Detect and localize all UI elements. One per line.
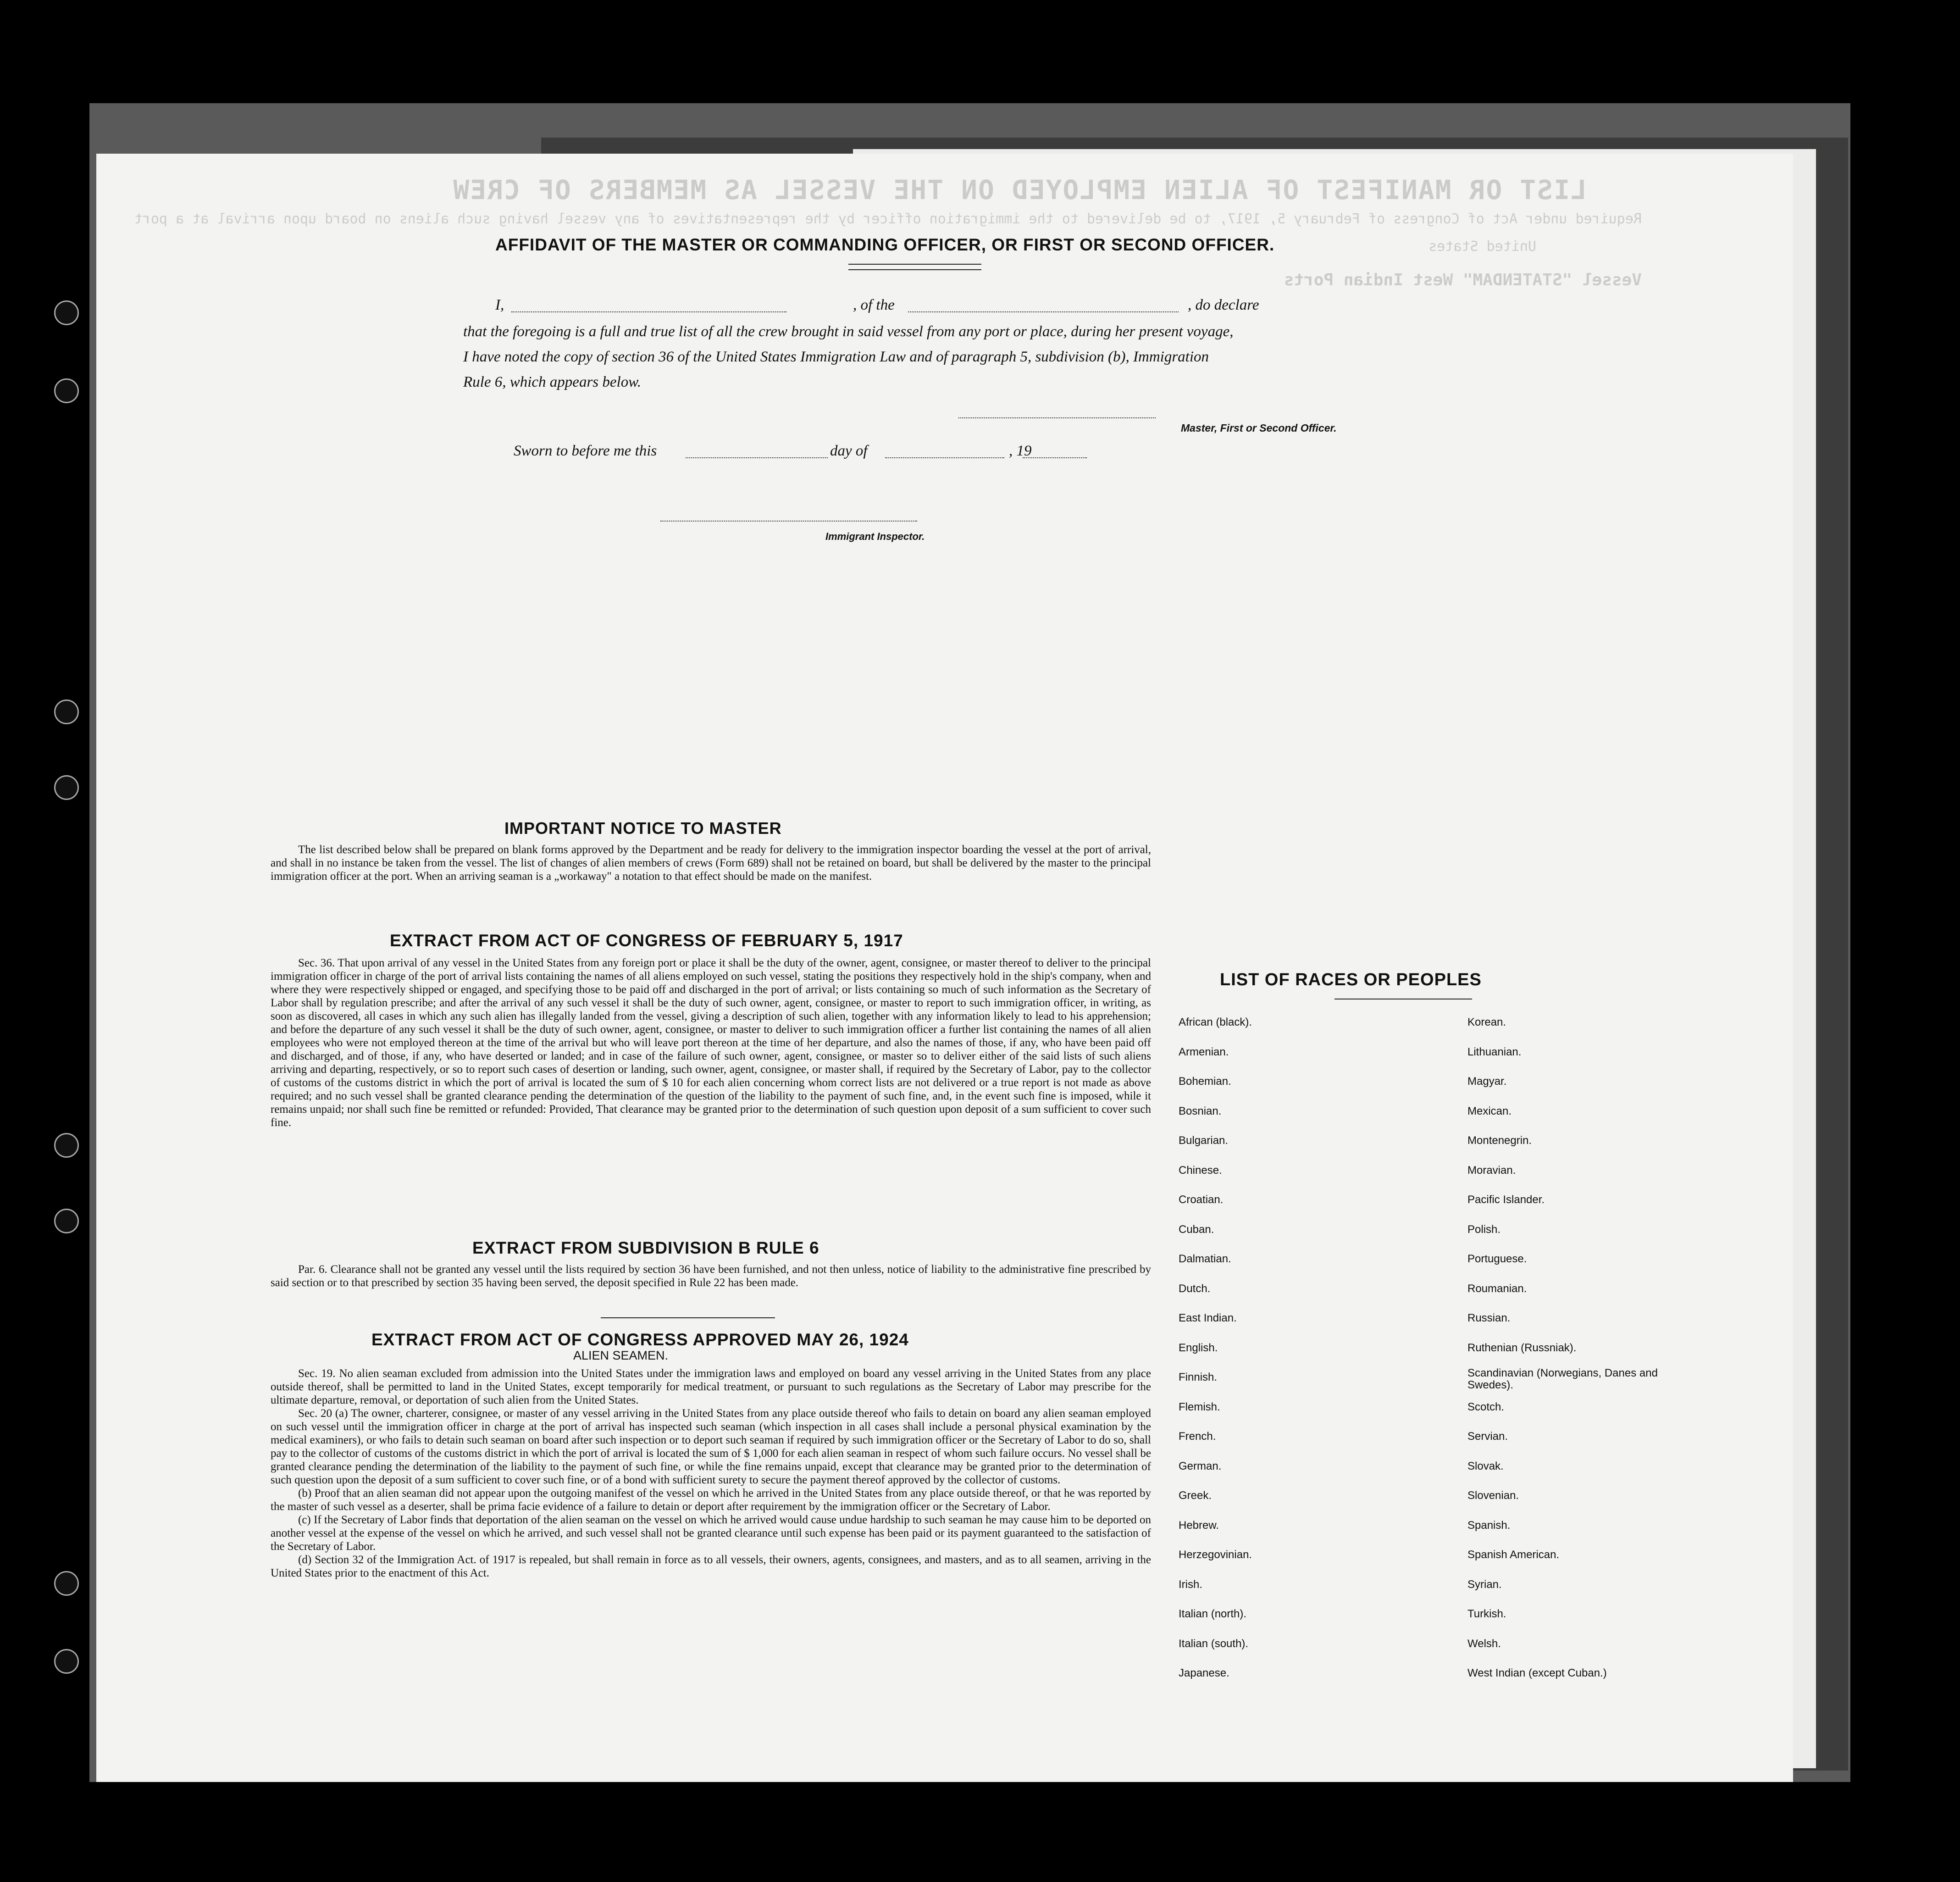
extract-1924-text — [271, 1367, 1151, 1580]
officer-signature-blank[interactable] — [958, 417, 1156, 418]
race-item: Polish. — [1467, 1223, 1501, 1236]
extract-1924-title: EXTRACT FROM ACT OF CONGRESS APPROVED MAY 26, 1924 — [371, 1330, 909, 1349]
punch-hole — [54, 1649, 79, 1674]
affidavit-declarant-label: I, — [495, 297, 504, 313]
race-item: Mexican. — [1467, 1105, 1512, 1117]
race-item: Greek. — [1179, 1489, 1212, 1502]
notice-paragraph: The list described below shall be prepared on blank forms approved by the Department and be ready for delivery to the immigration inspector boarding the vessel at the port of arrival, and shall in no instance be taken from the vessel. The list of changes of alien members of crews (Form 689) shall not be retained on board, but shall be delivered by the master to the principal immigration officer at the port. When an arriving seaman is a „workaway" a notation to that effect should be made on the manifest. — [271, 844, 1151, 883]
race-item: Syrian. — [1467, 1578, 1502, 1591]
races-title: LIST OF RACES OR PEOPLES — [1220, 970, 1482, 989]
race-item: Chinese. — [1179, 1164, 1222, 1177]
race-item: Hebrew. — [1179, 1519, 1219, 1532]
race-item: Herzegovinian. — [1179, 1549, 1252, 1561]
race-item: Turkish. — [1467, 1608, 1506, 1620]
race-item: English. — [1179, 1341, 1218, 1354]
section-36-paragraph: Sec. 36. That upon arrival of any vessel in the United States from any foreign port or place it shall be the duty of the owner, agent, consignee, or master thereof to deliver to the principal immigration officer in charge of the port of arrival lists containing the names of all aliens employed on such vessel, stating the positions they respectively hold in the ship's company, when and where they were respectively shipped or engaged, and specifying those to be paid off and discharged in the port of arrival; or lists containing so much of such information as the Secretary of Labor shall by regulation prescribe; and after the arrival of any such vessel it shall be the duty of such owner, agent, consignee, or master to report to such immigration officer, in writing, as soon as discovered, all cases in which any such alien has illegally landed from the vessel, giving a description of such alien, together with any information likely to lead to his apprehension; and before the departure of any such vessel it shall be the duty of such owner, agent, consignee, or master to deliver to such immigration officer a further list containing the names of all alien employees who were not employed thereon at the time of the arrival but who will leave port thereon at the time of her departure, and also the names of those, if any, who have been paid off and discharged, and of those, if any, who have deserted or landed; and in case of the failure of such owner, agent, consignee, or master so to deliver either of the said lists of such aliens arriving and departing, respectively, or so to report such cases of desertion or landing, such owner, agent, consignee, or master shall, if required by the Secretary of Labor, pay to the collector of customs of the customs district in which the port of arrival is located the sum of $ 10 for each alien concerning whom correct lists are not delivered or a true report is not made as above required; and no such vessel shall be granted clearance pending the determination of the question of the liability to the payment of such fine, and, in the event such fine is imposed, while it remains unpaid; nor shall such fine be remitted or refunded: Provided, That clearance may be granted prior to the determination of such question upon deposit of a sum sufficient to cover such fine. — [271, 957, 1151, 1129]
section-20b-paragraph: (b) Proof that an alien seaman did not appear upon the outgoing manifest of the vessel on which he arrived in the United States from any place outside thereof, or that he was reported by the master of such vessel as a deserter, shall be prima facie evidence of a failure to detain or deport after requirement by the immigration officer or the Secretary of Labor. — [271, 1487, 1151, 1513]
sworn-day-blank[interactable] — [686, 457, 828, 458]
race-item: Servian. — [1467, 1430, 1508, 1443]
punch-hole — [54, 300, 79, 325]
paragraph-6: Par. 6. Clearance shall not be granted any vessel until the lists required by section 36 have been furnished, and not then unless, notice of liability to the administrative fine prescribed by said section or to that prescribed by section 35 having been served, the deposit specified in Rule 22 has been made. — [271, 1263, 1151, 1289]
vessel-name-blank[interactable] — [908, 311, 1179, 312]
race-item: Magyar. — [1467, 1075, 1507, 1088]
punch-hole — [54, 1209, 79, 1233]
race-item: Ruthenian (Russniak). — [1467, 1341, 1577, 1354]
race-item: Croatian. — [1179, 1194, 1224, 1206]
race-item: Dutch. — [1179, 1282, 1211, 1295]
race-item: Montenegrin. — [1467, 1134, 1532, 1147]
affidavit-of-label: , of the — [853, 297, 895, 313]
extract-rule6-text — [271, 1263, 1151, 1289]
section-rule — [601, 1317, 775, 1318]
section-20d-paragraph: (d) Section 32 of the Immigration Act. of 1917 is repealed, but shall remain in force as to all vessels, their owners, agents, consignees, and masters, and as to all seamen, arriving in the United States prior to the enactment of this Act. — [271, 1554, 1151, 1579]
race-item: German. — [1179, 1460, 1222, 1472]
race-item: Korean. — [1467, 1016, 1506, 1028]
race-item: Cuban. — [1179, 1223, 1214, 1236]
race-item: Spanish. — [1467, 1519, 1511, 1532]
affidavit-sheet — [96, 154, 1793, 1782]
race-item: West Indian (except Cuban.) — [1467, 1667, 1607, 1679]
race-item: Russian. — [1467, 1312, 1511, 1324]
affidavit-title: AFFIDAVIT OF THE MASTER OR COMMANDING OFFICER, OR FIRST OR SECOND OFFICER. — [495, 235, 1275, 254]
race-item: Bosnian. — [1179, 1105, 1222, 1117]
inspector-signature-blank[interactable] — [660, 521, 917, 522]
punch-hole — [54, 700, 79, 724]
race-item: Irish. — [1179, 1578, 1203, 1591]
affidavit-text-line: that the foregoing is a full and true list of all the crew brought in said vessel from any port or place, during her present voyage, — [463, 323, 1234, 340]
title-rule — [848, 264, 981, 265]
punch-hole — [54, 1571, 79, 1596]
race-item: Spanish American. — [1467, 1549, 1560, 1561]
punch-hole — [54, 378, 79, 403]
race-item: Moravian. — [1467, 1164, 1516, 1177]
race-item: Scandinavian (Norwegians, Danes and Swedes). — [1467, 1367, 1658, 1391]
race-item: Dalmatian. — [1179, 1253, 1231, 1265]
race-item: Scotch. — [1467, 1400, 1505, 1413]
notice-text — [271, 843, 1151, 883]
race-item: Italian (north). — [1179, 1608, 1247, 1620]
title-rule — [848, 269, 981, 270]
declarant-name-blank[interactable] — [511, 311, 786, 312]
extract-1917-text — [271, 956, 1151, 1129]
race-item: Portuguese. — [1467, 1253, 1527, 1265]
race-item: Welsh. — [1467, 1637, 1501, 1650]
affidavit-text-line: I have noted the copy of section 36 of the United States Immigration Law and of paragraph 5, subdivision (b), Immigration — [463, 349, 1209, 365]
sworn-year-blank[interactable] — [1023, 457, 1087, 458]
race-item: Slovenian. — [1467, 1489, 1519, 1502]
section-20c-paragraph: (c) If the Secretary of Labor finds that deportation of the alien seaman on the vessel on which he arrived would cause undue hardship to such seaman he may cause him to be deported on another vessel at the expense of the vessel on which he arrived, and such vessel shall not be granted clearance until such expense has been paid or its payment guaranteed to the satisfaction of the Secretary of Labor. — [271, 1514, 1151, 1553]
extract-1917-title: EXTRACT FROM ACT OF CONGRESS OF FEBRUARY 5, 1917 — [390, 931, 903, 950]
officer-signature-label: Master, First or Second Officer. — [1181, 422, 1337, 434]
race-item: Bulgarian. — [1179, 1134, 1229, 1147]
race-item: French. — [1179, 1430, 1216, 1443]
affidavit-declare-label: , do declare — [1188, 297, 1259, 313]
race-item: Armenian. — [1179, 1045, 1229, 1058]
race-item: Italian (south). — [1179, 1637, 1249, 1650]
race-item: Flemish. — [1179, 1400, 1220, 1413]
sworn-day-label: day of — [830, 443, 868, 459]
race-item: Japanese. — [1179, 1667, 1229, 1679]
sworn-month-blank[interactable] — [885, 457, 1004, 458]
section-19-paragraph: Sec. 19. No alien seaman excluded from admission into the United States under the immigration laws and employed on board any vessel arriving in the United States from any place outside thereof, shall be permitted to land in the United States, except temporarily for medical treatment, or pursuant to such regulations as the Secretary of Labor may prescribe for the ultimate departure, removal, or deportation of such alien from the United States. — [271, 1367, 1151, 1406]
sworn-label: Sworn to before me this — [514, 443, 657, 459]
race-item: Roumanian. — [1467, 1282, 1527, 1295]
inspector-label: Immigrant Inspector. — [825, 531, 925, 542]
race-item: Slovak. — [1467, 1460, 1504, 1472]
punch-hole — [54, 1133, 79, 1158]
race-item: Lithuanian. — [1467, 1045, 1522, 1058]
race-item: Pacific Islander. — [1467, 1194, 1545, 1206]
extract-1924-subtitle: ALIEN SEAMEN. — [573, 1349, 669, 1362]
section-20a-paragraph: Sec. 20 (a) The owner, charterer, consignee, or master of any vessel arriving in the United States from any place outside thereof who fails to detain on board any alien seaman employed on such vessel until the immigration officer in charge at the port of arrival has inspected such seaman (which inspection in all cases shall include a personal physical examination by the medical examiners), or who fails to detain such seaman on board after such inspection or to deport such seaman if required by such immigration officer or the Secretary of Labor to do so, shall pay to the collector of customs of the customs district in which the port of arrival is located the sum of $ 1,000 for each alien seaman in respect of whom such failure occurs. No vessel shall be granted clearance pending the determination of the liability to the payment of such fine, or while the fine remains unpaid, except that clearance may be granted prior to the determination of such question upon the deposit of a sum sufficient to cover such fine, or of a bond with sufficient surety to secure the payment thereof approved by the collector of customs. — [271, 1407, 1151, 1486]
sworn-year-label: , 19 — [1009, 443, 1032, 459]
notice-title: IMPORTANT NOTICE TO MASTER — [504, 819, 782, 838]
affidavit-text-line: Rule 6, which appears below. — [463, 374, 642, 390]
race-item: East Indian. — [1179, 1312, 1237, 1324]
extract-rule6-title: EXTRACT FROM SUBDIVISION B RULE 6 — [472, 1238, 819, 1257]
punch-hole — [54, 775, 79, 800]
race-item: African (black). — [1179, 1016, 1252, 1028]
race-item: Finnish. — [1179, 1371, 1218, 1383]
race-item: Bohemian. — [1179, 1075, 1231, 1088]
bleed-through-header: LIST OR MANIFEST OF ALIEN EMPLOYED ON THE VESSEL AS MEMBERS OF CREW Required under Act of Congress of February 5, 1917, to be delivered to the immigration officer by the representatives of any vessel having such aliens on board upon arrival at a port United States Vessel "STATENDAM" West Indian Ports — [134, 174, 1642, 289]
